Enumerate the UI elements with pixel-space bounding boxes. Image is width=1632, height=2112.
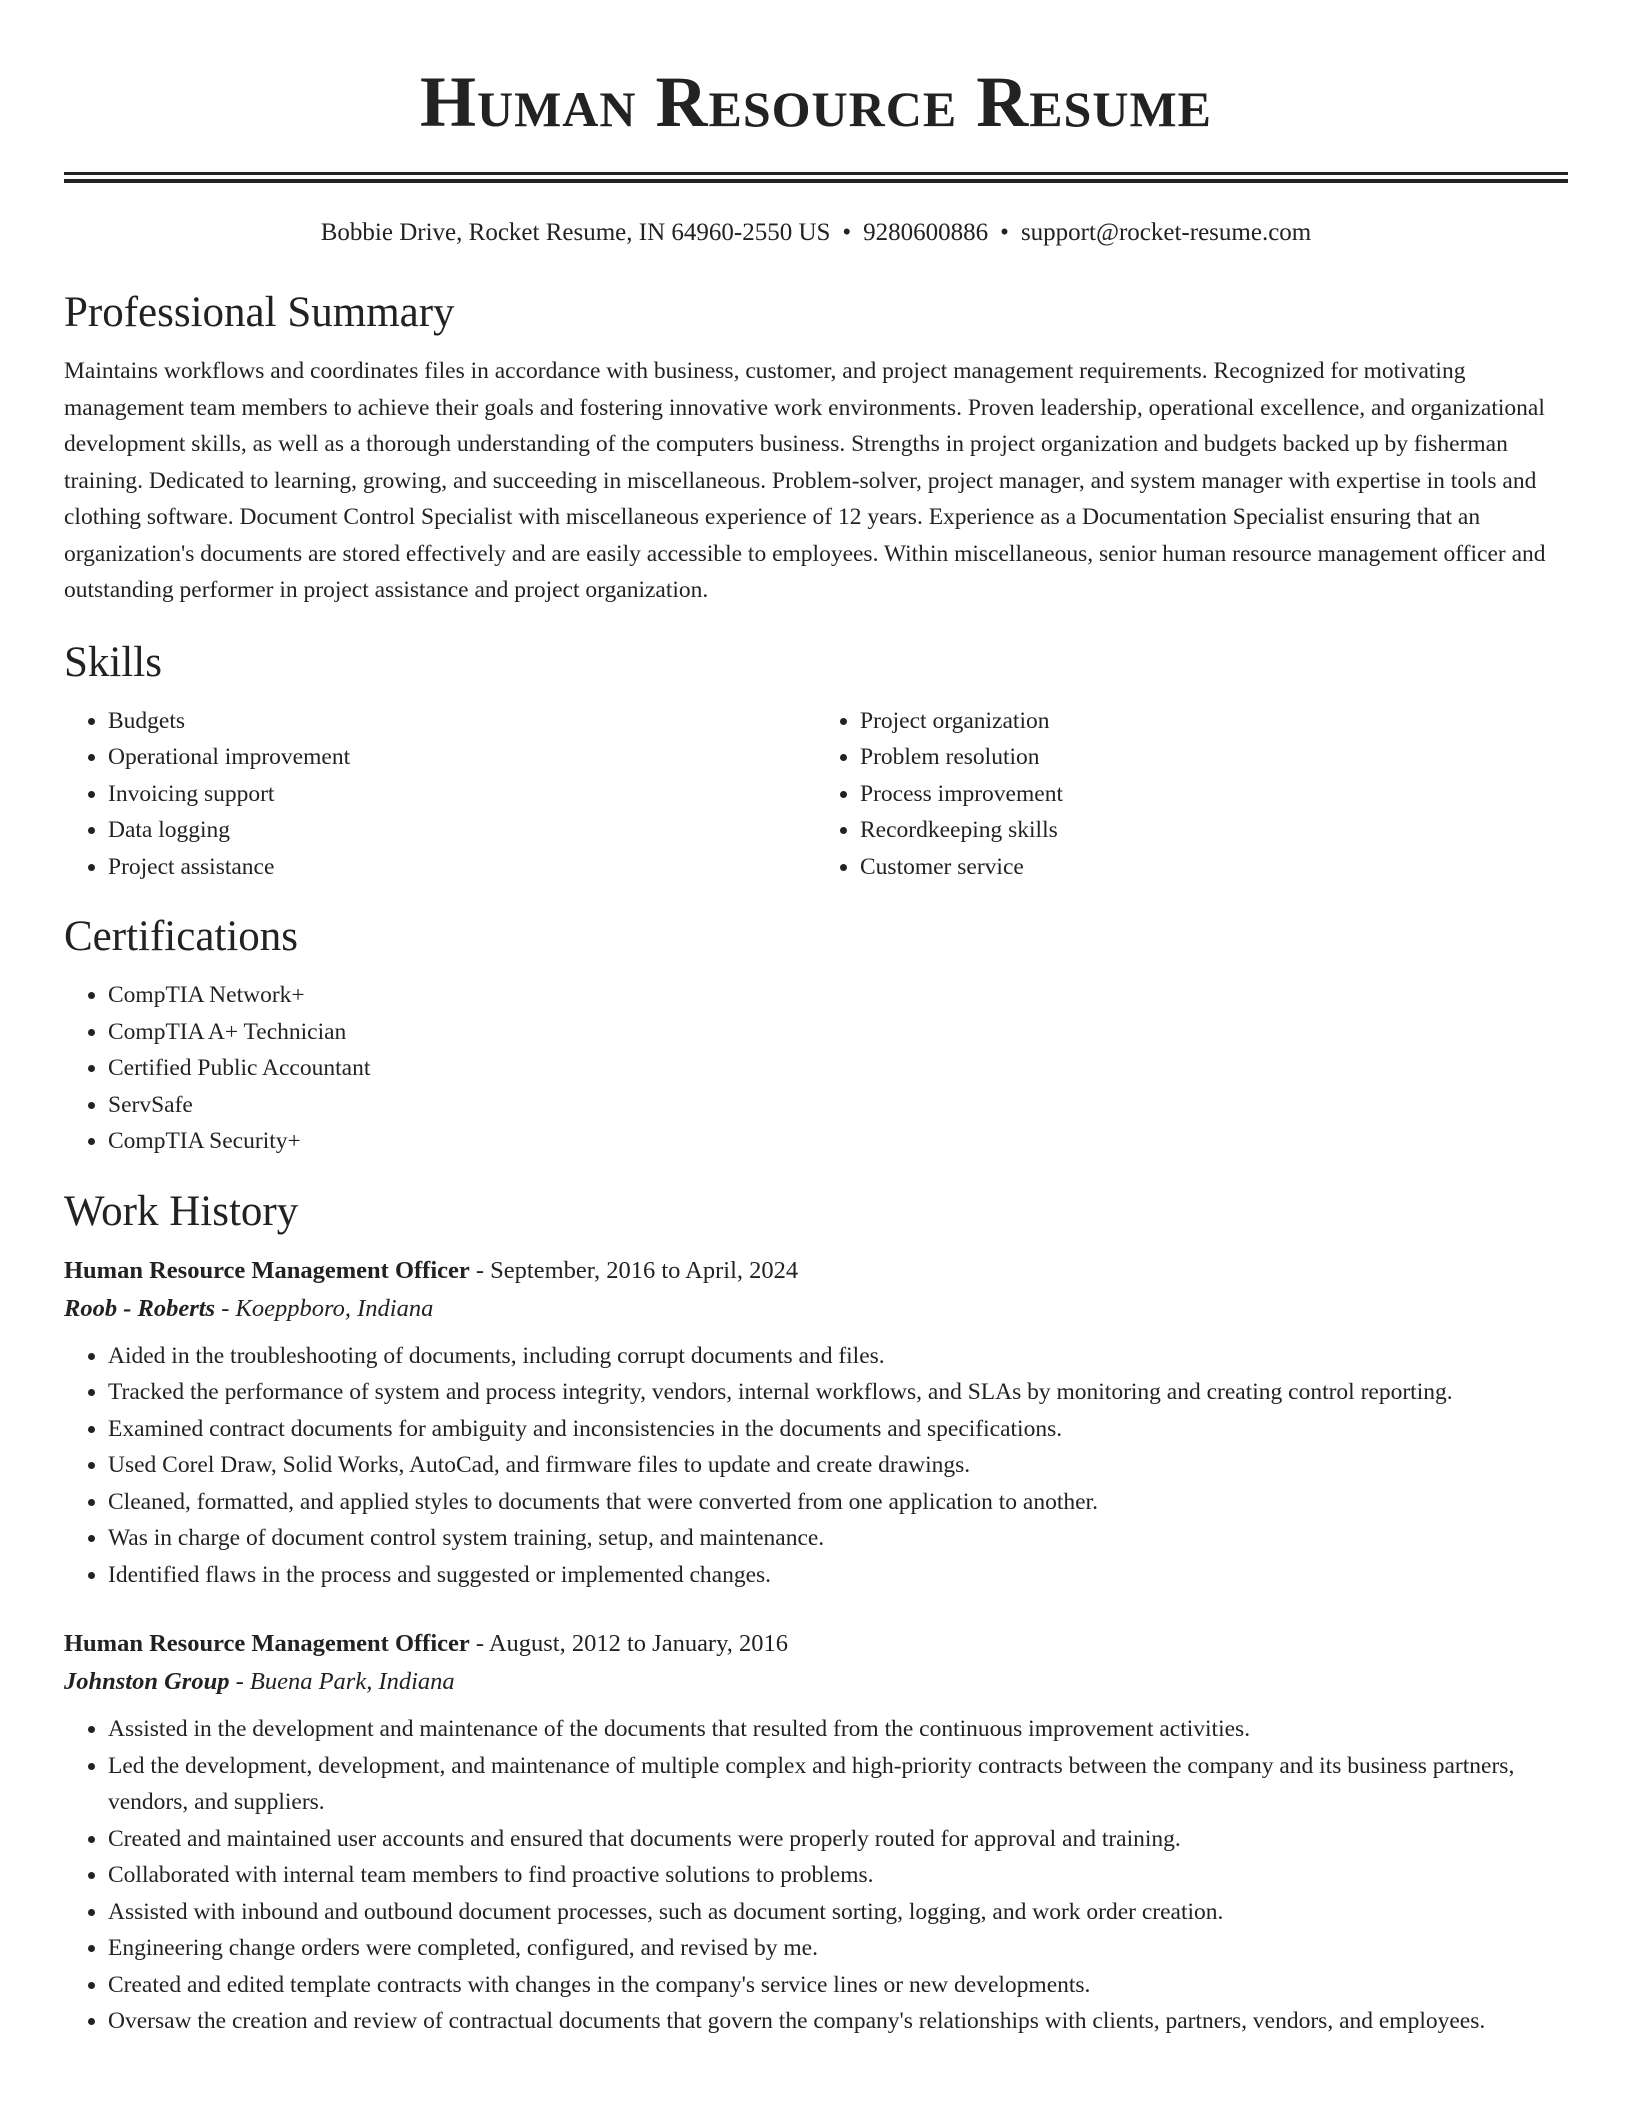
job-company-line: Johnston Group - Buena Park, Indiana bbox=[64, 1668, 455, 1695]
job-title-line: Human Resource Management Officer - August, 2012 to January, 2016 bbox=[64, 1630, 789, 1657]
skill-item: • Process improvement bbox=[860, 776, 1568, 813]
job-bullets bbox=[64, 1338, 1568, 1594]
skill-item: • Problem resolution bbox=[860, 739, 1568, 776]
skills-section bbox=[64, 637, 1568, 886]
job-title: Human Resource Management Officer bbox=[64, 1256, 470, 1284]
contact-separator: • bbox=[842, 219, 852, 246]
section-heading-skills: Skills bbox=[64, 638, 162, 686]
job-entry bbox=[64, 1252, 1568, 1594]
skill-item: • Customer service bbox=[860, 849, 1568, 886]
certification-item: • CompTIA Network+ bbox=[108, 977, 1568, 1014]
certifications-section bbox=[64, 911, 1568, 1160]
job-bullet: • Tracked the performance of system and process integrity, vendors, internal workflows, and SLAs by monitoring and creating control reporting. bbox=[108, 1374, 1568, 1411]
contact-email: support@rocket-resume.com bbox=[1020, 219, 1312, 246]
job-dates: September, 2016 to April, 2024 bbox=[490, 1256, 799, 1284]
certification-item: • Certified Public Accountant bbox=[108, 1050, 1568, 1087]
summary-text: Maintains workflows and coordinates files in accordance with business, customer, and project management requirements. Recognized for motivating management team members to achieve their goals and fostering innovative work environments. Proven leadership, operational excellence, and organizational development skills, as well as a thorough understanding of the computers business. Strengths in project organization and budgets backed up by fisherman training. Dedicated to learning, growing, and succeeding in miscellaneous. Problem-solver, project manager, and system manager with expertise in tools and clothing software. Document Control Specialist with miscellaneous experience of 12 years. Experience as a Documentation Specialist ensuring that an organization's documents are stored effectively and are easily accessible to employees. Within miscellaneous, senior human resource management officer and outstanding performer in project assistance and project organization. bbox=[64, 358, 1546, 603]
job-title-line: Human Resource Management Officer - September, 2016 to April, 2024 bbox=[64, 1256, 799, 1284]
job-bullet: • Engineering change orders were completed, configured, and revised by me. bbox=[108, 1930, 1568, 1967]
skill-item: • Budgets bbox=[108, 703, 816, 740]
skills-columns bbox=[64, 703, 1568, 886]
work-history-section bbox=[64, 1186, 1568, 2040]
title-divider bbox=[64, 172, 1568, 183]
job-bullets bbox=[64, 1711, 1568, 2040]
contact-phone: 9280600886 bbox=[863, 219, 989, 246]
job-bullet: • Aided in the troubleshooting of documents, including corrupt documents and files. bbox=[108, 1338, 1568, 1375]
section-heading-work-history: Work History bbox=[64, 1187, 299, 1235]
certification-item: • CompTIA A+ Technician bbox=[108, 1014, 1568, 1051]
professional-summary-section bbox=[64, 287, 1568, 609]
job-bullet: • Oversaw the creation and review of contractual documents that govern the company's relationships with clients, partners, vendors, and employees. bbox=[108, 2003, 1568, 2040]
skill-item: • Project assistance bbox=[108, 849, 816, 886]
job-bullet: • Was in charge of document control system training, setup, and maintenance. bbox=[108, 1520, 1568, 1557]
certification-item: • CompTIA Security+ bbox=[108, 1123, 1568, 1160]
job-bullet: • Assisted with inbound and outbound document processes, such as document sorting, logging, and work order creation. bbox=[108, 1894, 1568, 1931]
skill-item: • Operational improvement bbox=[108, 739, 816, 776]
section-heading-summary: Professional Summary bbox=[64, 289, 455, 336]
job-bullet: • Led the development, development, and maintenance of multiple complex and high-priority contracts between the company and its business partners, vendors, and suppliers. bbox=[108, 1748, 1568, 1821]
page-title: Human Resource Resume bbox=[419, 62, 1213, 142]
certifications-list bbox=[64, 977, 1568, 1160]
job-bullet: • Examined contract documents for ambiguity and inconsistencies in the documents and specifications. bbox=[108, 1411, 1568, 1448]
job-bullet: • Created and edited template contracts with changes in the company's service lines or new developments. bbox=[108, 1967, 1568, 2004]
job-bullet: • Created and maintained user accounts and ensured that documents were properly routed for approval and training. bbox=[108, 1821, 1568, 1858]
skill-item: • Invoicing support bbox=[108, 776, 816, 813]
job-entry bbox=[64, 1625, 1568, 2040]
skills-list-right bbox=[816, 703, 1568, 886]
job-location: Buena Park, Indiana bbox=[249, 1668, 455, 1695]
job-location: Koeppboro, Indiana bbox=[235, 1294, 434, 1322]
job-bullet: • Used Corel Draw, Solid Works, AutoCad, and firmware files to update and create drawings. bbox=[108, 1447, 1568, 1484]
contact-separator: • bbox=[1000, 219, 1009, 246]
skills-list-left bbox=[64, 703, 816, 886]
job-title: Human Resource Management Officer bbox=[64, 1630, 470, 1657]
job-bullet: • Collaborated with internal team members to find proactive solutions to problems. bbox=[108, 1857, 1568, 1894]
job-company-line: Roob - Roberts - Koeppboro, Indiana bbox=[64, 1294, 434, 1322]
job-bullet: • Cleaned, formatted, and applied styles to documents that were converted from one application to another. bbox=[108, 1484, 1568, 1521]
certification-item: • ServSafe bbox=[108, 1087, 1568, 1124]
skill-item: • Recordkeeping skills bbox=[860, 812, 1568, 849]
job-company: Roob - Roberts bbox=[64, 1294, 216, 1322]
job-company: Johnston Group bbox=[64, 1668, 230, 1695]
skill-item: • Data logging bbox=[108, 812, 816, 849]
contact-line bbox=[64, 217, 1568, 249]
job-bullet: • Assisted in the development and maintenance of the documents that resulted from the continuous improvement activities. bbox=[108, 1711, 1568, 1748]
job-bullet: • Identified flaws in the process and suggested or implemented changes. bbox=[108, 1557, 1568, 1594]
skill-item: • Project organization bbox=[860, 703, 1568, 740]
section-heading-certifications: Certifications bbox=[64, 913, 299, 960]
contact-address: Bobbie Drive, Rocket Resume, IN 64960-2550 US bbox=[320, 219, 831, 246]
job-dates: August, 2012 to January, 2016 bbox=[488, 1630, 789, 1657]
